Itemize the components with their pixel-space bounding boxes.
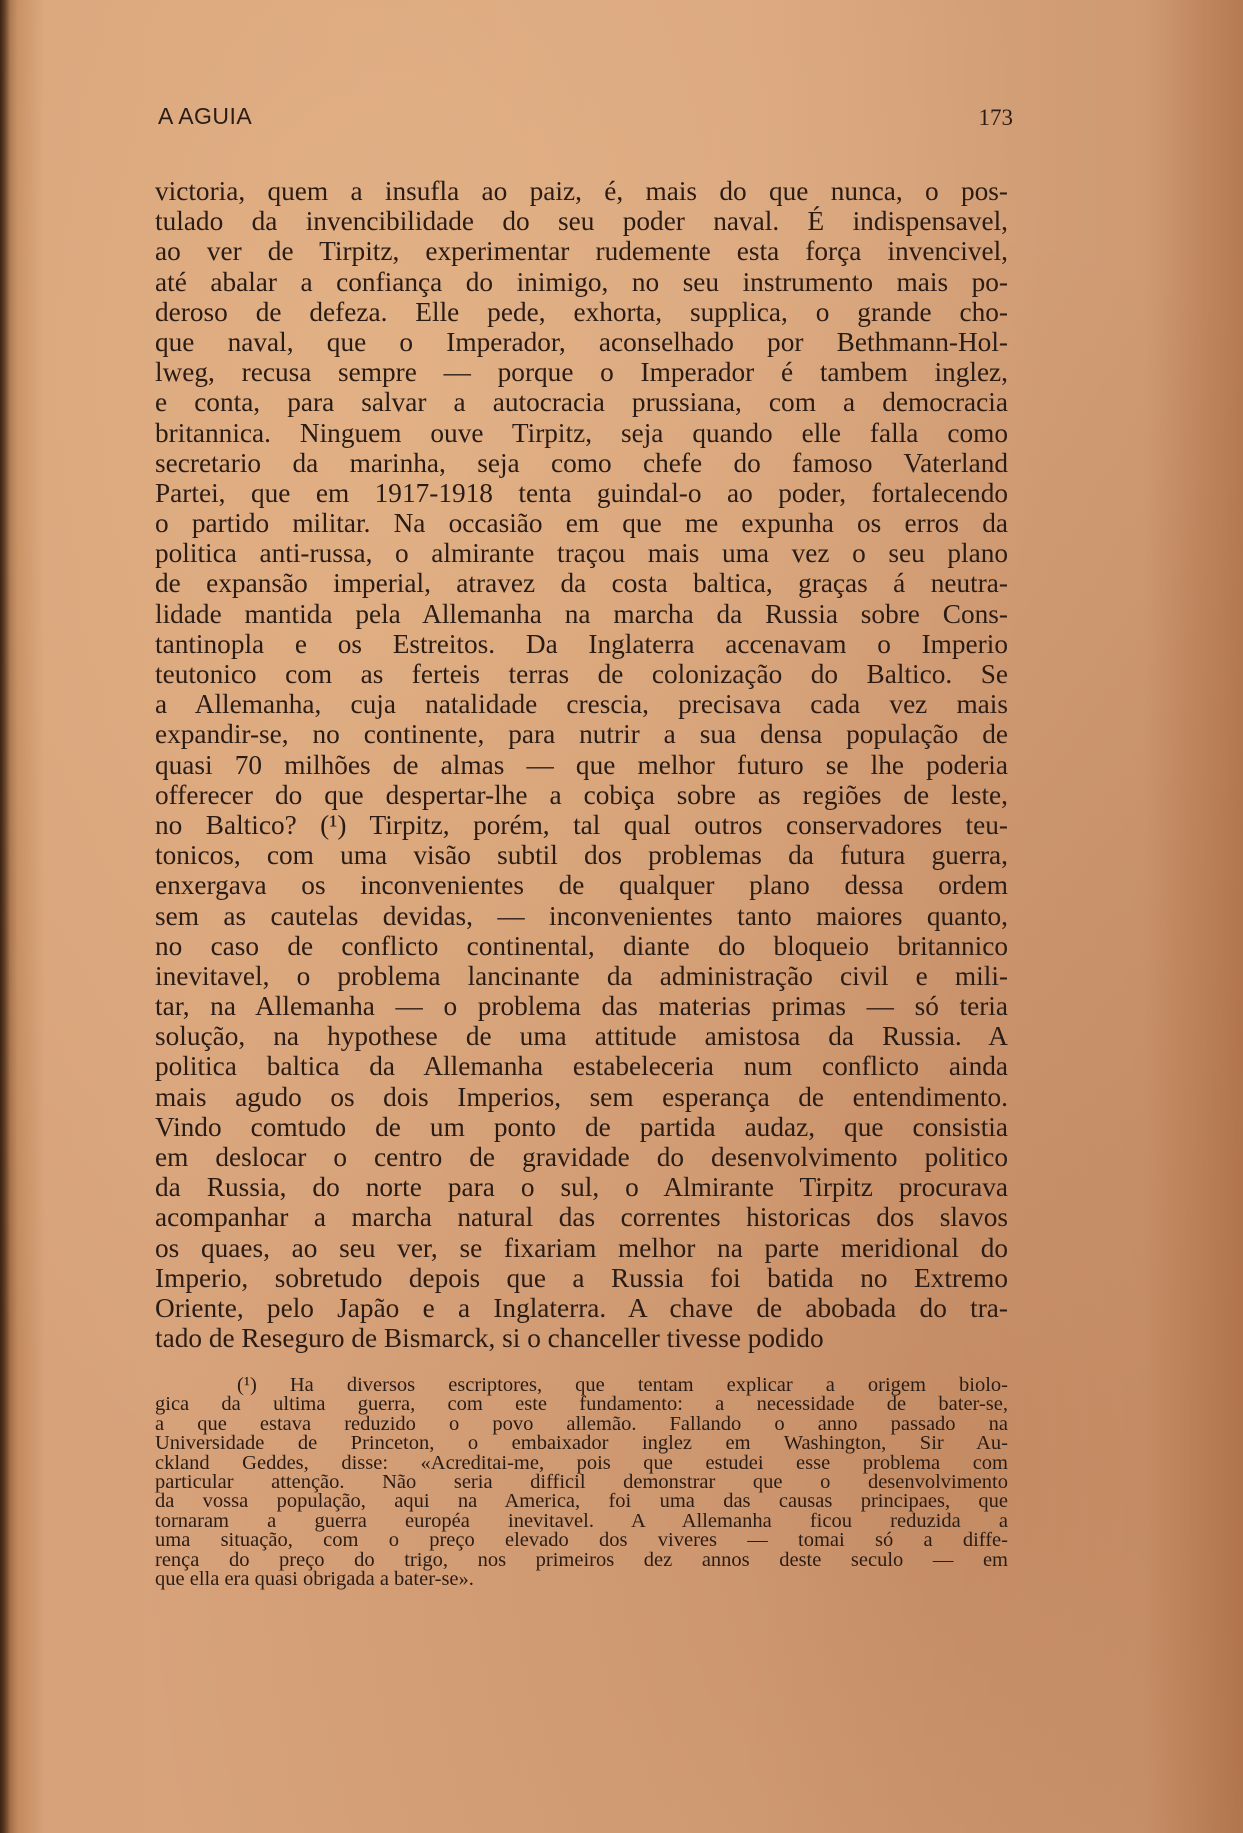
body-line: deroso de defeza. Elle pede, exhorta, supplica, o grande cho- bbox=[155, 296, 1008, 327]
body-line: tar, na Allemanha — o problema das materias primas — só teria bbox=[155, 991, 1008, 1022]
footnote-line: uma situação, com o preço elevado dos viveres — tomai só a diffe- bbox=[155, 1529, 1008, 1552]
body-line: e conta, para salvar a autocracia prussiana, com a democracia bbox=[155, 387, 1008, 418]
footnote-line: tornaram a guerra européa inevitavel. A Allemanha ficou reduzida a bbox=[155, 1509, 1008, 1532]
footnote-line: particular attenção. Não seria difficil demonstrar que o desenvolvimento bbox=[155, 1470, 1008, 1493]
footnote-line: ckland Geddes, disse: «Acreditai-me, pois que estudei esse problema com bbox=[155, 1451, 1008, 1474]
body-line: teutonico com as ferteis terras de colonização do Baltico. Se bbox=[155, 659, 1008, 689]
body-line: da Russia, do norte para o sul, o Almirante Tirpitz procurava bbox=[155, 1172, 1008, 1203]
footnote-line: da vossa população, aqui na America, foi uma das causas principaes, que bbox=[155, 1490, 1008, 1513]
body-line: até abalar a confiança do inimigo, no seu instrumento mais po- bbox=[155, 266, 1008, 297]
body-line: inevitavel, o problema lancinante da administração civil e mili- bbox=[155, 960, 1008, 991]
body-line: Partei, que em 1917-1918 tenta guindal-o ao poder, fortalecendo bbox=[155, 477, 1008, 508]
body-line: Oriente, pelo Japão e a Inglaterra. A chave de abobada do tra- bbox=[155, 1292, 1008, 1323]
body-line: no caso de conflicto continental, diante do bloqueio britannico bbox=[155, 930, 1008, 961]
body-line: lidade mantida pela Allemanha na marcha da Russia sobre Cons- bbox=[155, 598, 1008, 629]
body-line: de expansão imperial, atravez da costa baltica, graças á neutra- bbox=[155, 568, 1008, 599]
running-head: A AGUIA bbox=[158, 103, 253, 129]
body-line: o partido militar. Na occasião em que me expunha os erros da bbox=[155, 508, 1008, 539]
body-line: tantinopla e os Estreitos. Da Inglaterra accenavam o Imperio bbox=[155, 628, 1008, 659]
body-line: acompanhar a marcha natural das correntes historicas dos slavos bbox=[155, 1202, 1008, 1233]
body-line: Vindo comtudo de um ponto de partida audaz, que consistia bbox=[155, 1111, 1008, 1142]
body-line: enxergava os inconvenientes de qualquer plano dessa ordem bbox=[155, 870, 1008, 901]
page-edge-shadow bbox=[0, 0, 10, 1833]
body-line: em deslocar o centro de gravidade do desenvolvimento politico bbox=[155, 1142, 1008, 1172]
body-line: secretario da marinha, seja como chefe do famoso Vaterland bbox=[155, 447, 1008, 478]
body-line: que naval, que o Imperador, aconselhado por Bethmann-Hol- bbox=[155, 326, 1008, 357]
body-line: no Baltico? (¹) Tirpitz, porém, tal qual outros conservadores teu- bbox=[155, 809, 1008, 840]
body-line: a Allemanha, cuja natalidade crescia, precisava cada vez mais bbox=[155, 689, 1008, 720]
body-line: lweg, recusa sempre — porque o Imperador é tambem inglez, bbox=[155, 357, 1008, 388]
footnote-line: a que estava reduzido o povo allemão. Fallando o anno passado na bbox=[155, 1412, 1008, 1435]
body-line: victoria, quem a insufla ao paiz, é, mais do que nunca, o pos- bbox=[155, 176, 1008, 206]
body-line: offerecer do que despertar-lhe a cobiça sobre as regiões de leste, bbox=[155, 779, 1008, 810]
body-line: sem as cautelas devidas, — inconvenientes tanto maiores quanto, bbox=[155, 900, 1008, 931]
body-line: quasi 70 milhões de almas — que melhor futuro se lhe poderia bbox=[155, 749, 1008, 780]
footnote-line: rença do preço do trigo, nos primeiros dez annos deste seculo — em bbox=[155, 1548, 1008, 1571]
footnote-marker-line: (¹) Ha diversos escriptores, que tentam explicar a origem biolo- bbox=[237, 1374, 1008, 1396]
body-line: politica baltica da Allemanha estabeleceria num conflicto ainda bbox=[155, 1051, 1008, 1082]
body-line: Imperio, sobretudo depois que a Russia foi batida no Extremo bbox=[155, 1262, 1008, 1293]
footnote-line: Universidade de Princeton, o embaixador inglez em Washington, Sir Au- bbox=[155, 1432, 1008, 1455]
body-line: tulado da invencibilidade do seu poder naval. É indispensavel, bbox=[155, 206, 1008, 237]
page-number: 173 bbox=[978, 105, 1013, 130]
body-line: mais agudo os dois Imperios, sem esperança de entendimento. bbox=[155, 1081, 1008, 1112]
body-line: britannica. Ninguem ouve Tirpitz, seja quando elle falla como bbox=[155, 417, 1008, 448]
page-header bbox=[158, 103, 1013, 133]
body-line: politica anti-russa, o almirante traçou mais uma vez o seu plano bbox=[155, 538, 1008, 569]
body-line: tado de Reseguro de Bismarck, si o chanceller tivesse podido bbox=[155, 1323, 824, 1354]
body-line: os quaes, ao seu ver, se fixariam melhor na parte meridional do bbox=[155, 1232, 1008, 1263]
footnotes bbox=[155, 1376, 1008, 1589]
footnote-line: gica da ultima guerra, com este fundamento: a necessidade de bater-se, bbox=[155, 1393, 1008, 1416]
body-line: tonicos, com uma visão subtil dos problemas da futura guerra, bbox=[155, 840, 1008, 871]
body-line: ao ver de Tirpitz, experimentar rudemente esta força invencivel, bbox=[155, 236, 1008, 267]
body-text bbox=[155, 176, 1008, 1353]
footnote-line: que ella era quasi obrigada a bater-se». bbox=[155, 1567, 474, 1590]
body-line: expandir-se, no continente, para nutrir a sua densa população de bbox=[155, 719, 1008, 750]
body-line: solução, na hypothese de uma attitude amistosa da Russia. A bbox=[155, 1021, 1008, 1052]
